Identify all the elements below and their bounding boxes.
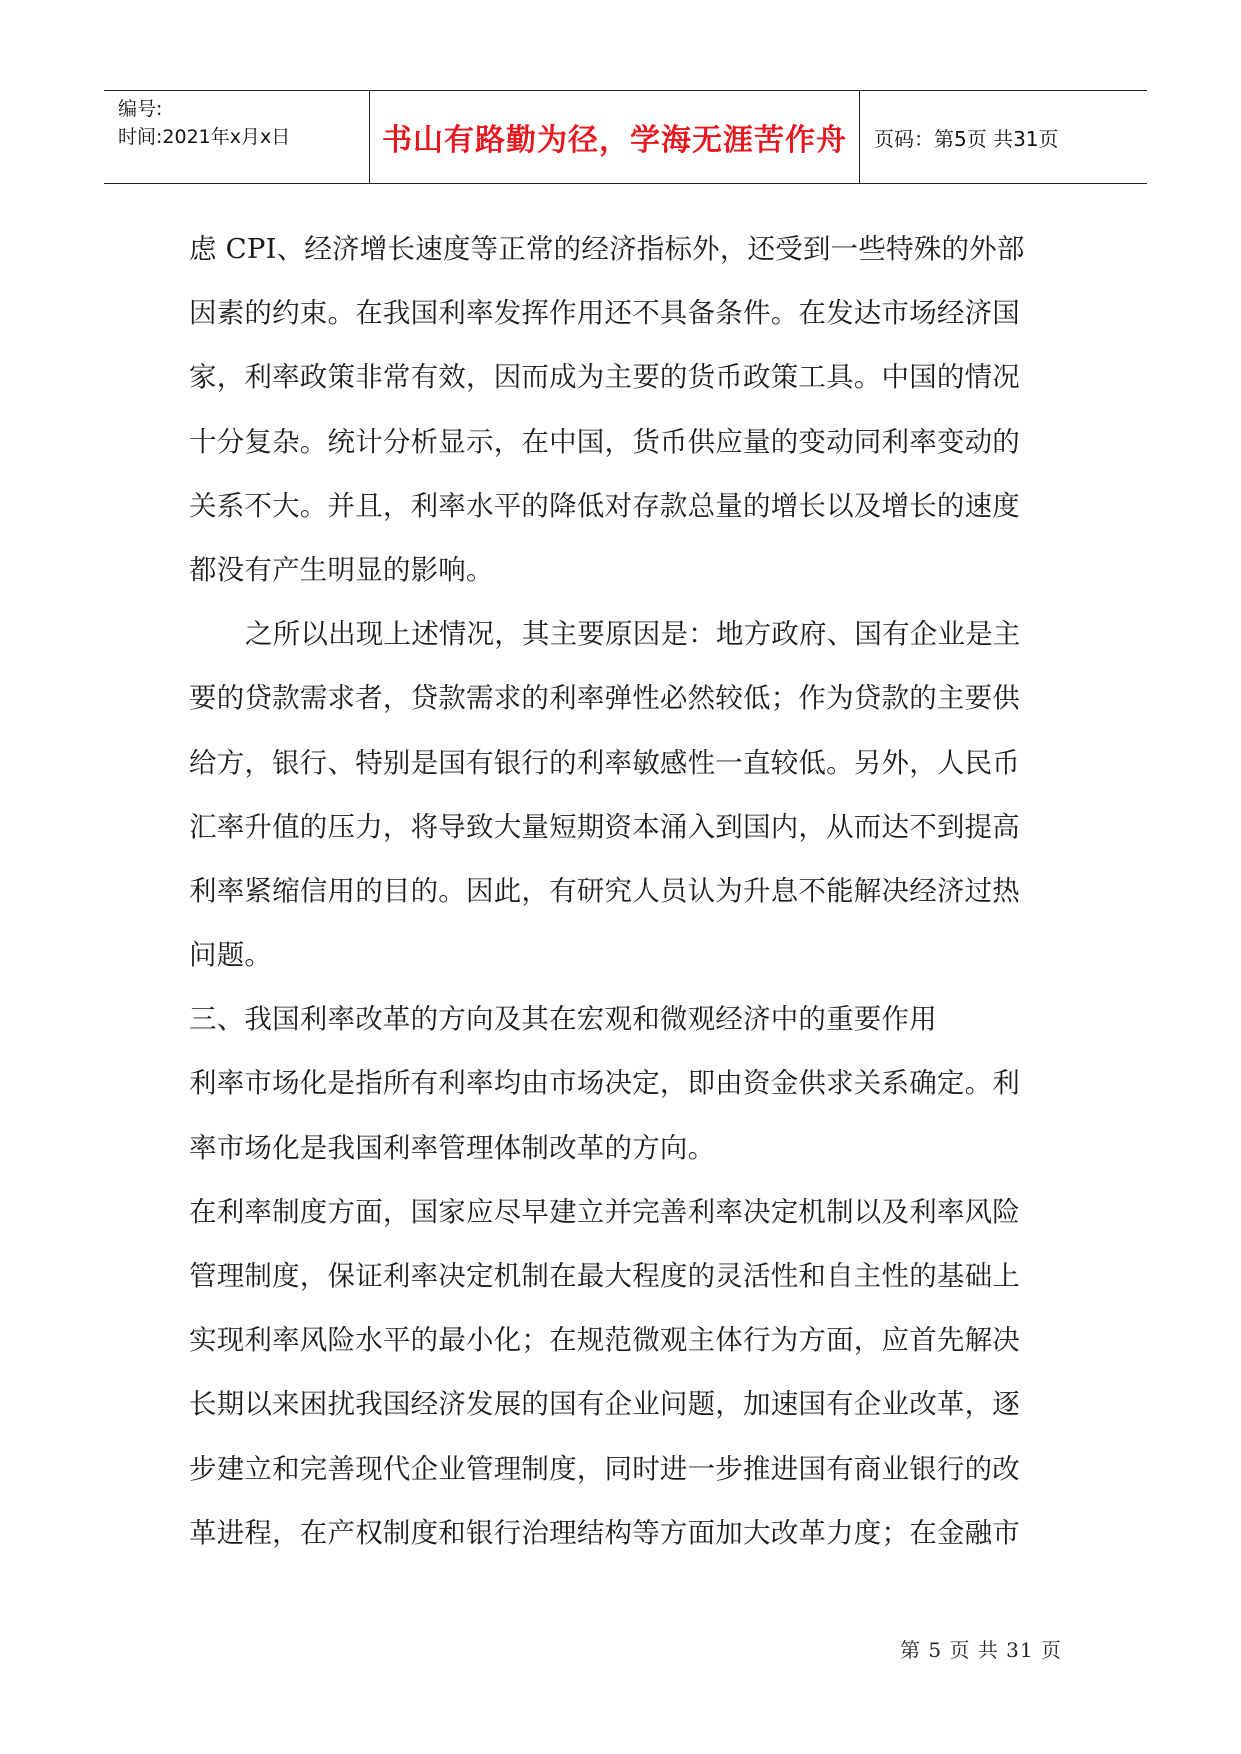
date-label: 时间:2021年x月x日 bbox=[118, 126, 291, 148]
body-line: 利率紧缩信用的目的。因此，有研究人员认为升息不能解决经济过热 bbox=[189, 874, 1020, 907]
body-line: 在利率制度方面，国家应尽早建立并完善利率决定机制以及利率风险 bbox=[189, 1195, 1020, 1228]
section-heading: 三、我国利率改革的方向及其在宏观和微观经济中的重要作用 bbox=[189, 1003, 937, 1036]
body-line: 管理制度，保证利率决定机制在最大程度的灵活性和自主性的基础上 bbox=[189, 1260, 1020, 1292]
body-line: 十分复杂。统计分析显示，在中国，货币供应量的变动同利率变动的 bbox=[189, 425, 1020, 458]
body-line: 率市场化是我国利率管理体制改革的方向。 bbox=[189, 1131, 716, 1164]
document-body bbox=[189, 217, 1059, 1565]
body-line: 都没有产生明显的影响。 bbox=[189, 553, 494, 586]
header-meta bbox=[104, 91, 370, 183]
body-line: 问题。 bbox=[189, 939, 273, 972]
body-line: 关系不大。并且，利率水平的降低对存款总量的增长以及增长的速度 bbox=[189, 489, 1020, 522]
header-motto: 书山有路勤为径，学海无涯苦作舟 bbox=[370, 91, 860, 183]
body-line: 家，利率政策非常有效，因而成为主要的货币政策工具。中国的情况 bbox=[189, 361, 1020, 394]
body-line: 长期以来困扰我国经济发展的国有企业问题，加速国有企业改革，逐 bbox=[189, 1388, 1020, 1421]
header-page-info: 页码：第5页 共31页 bbox=[874, 126, 1059, 151]
body-line: 利率市场化是指所有利率均由市场决定，即由资金供求关系确定。利 bbox=[189, 1067, 1020, 1100]
body-line: 实现利率风险水平的最小化；在规范微观主体行为方面，应首先解决 bbox=[189, 1324, 1020, 1357]
body-line: 步建立和完善现代企业管理制度，同时进一步推进国有商业银行的改 bbox=[189, 1452, 1020, 1485]
page-footer: 第 5 页 共 31 页 bbox=[900, 1638, 1062, 1662]
body-line: 给方，银行、特别是国有银行的利率敏感性一直较低。另外，人民币 bbox=[189, 746, 1020, 779]
body-line: 因素的约束。在我国利率发挥作用还不具备条件。在发达市场经济国 bbox=[189, 297, 1020, 330]
body-line: 革进程，在产权制度和银行治理结构等方面加大改革力度；在金融市 bbox=[189, 1516, 1020, 1549]
body-line: 要的贷款需求者，贷款需求的利率弹性必然较低；作为贷款的主要供 bbox=[189, 682, 1020, 715]
body-line: 汇率升值的压力，将导致大量短期资本涌入到国内，从而达不到提高 bbox=[189, 810, 1020, 843]
serial-number-label: 编号: bbox=[118, 98, 163, 120]
page-header bbox=[104, 90, 1147, 184]
body-line: 虑 CPI、经济增长速度等正常的经济指标外，还受到一些特殊的外部 bbox=[189, 233, 1025, 265]
body-line: 之所以出现上述情况，其主要原因是：地方政府、国有企业是主 bbox=[245, 618, 1021, 651]
